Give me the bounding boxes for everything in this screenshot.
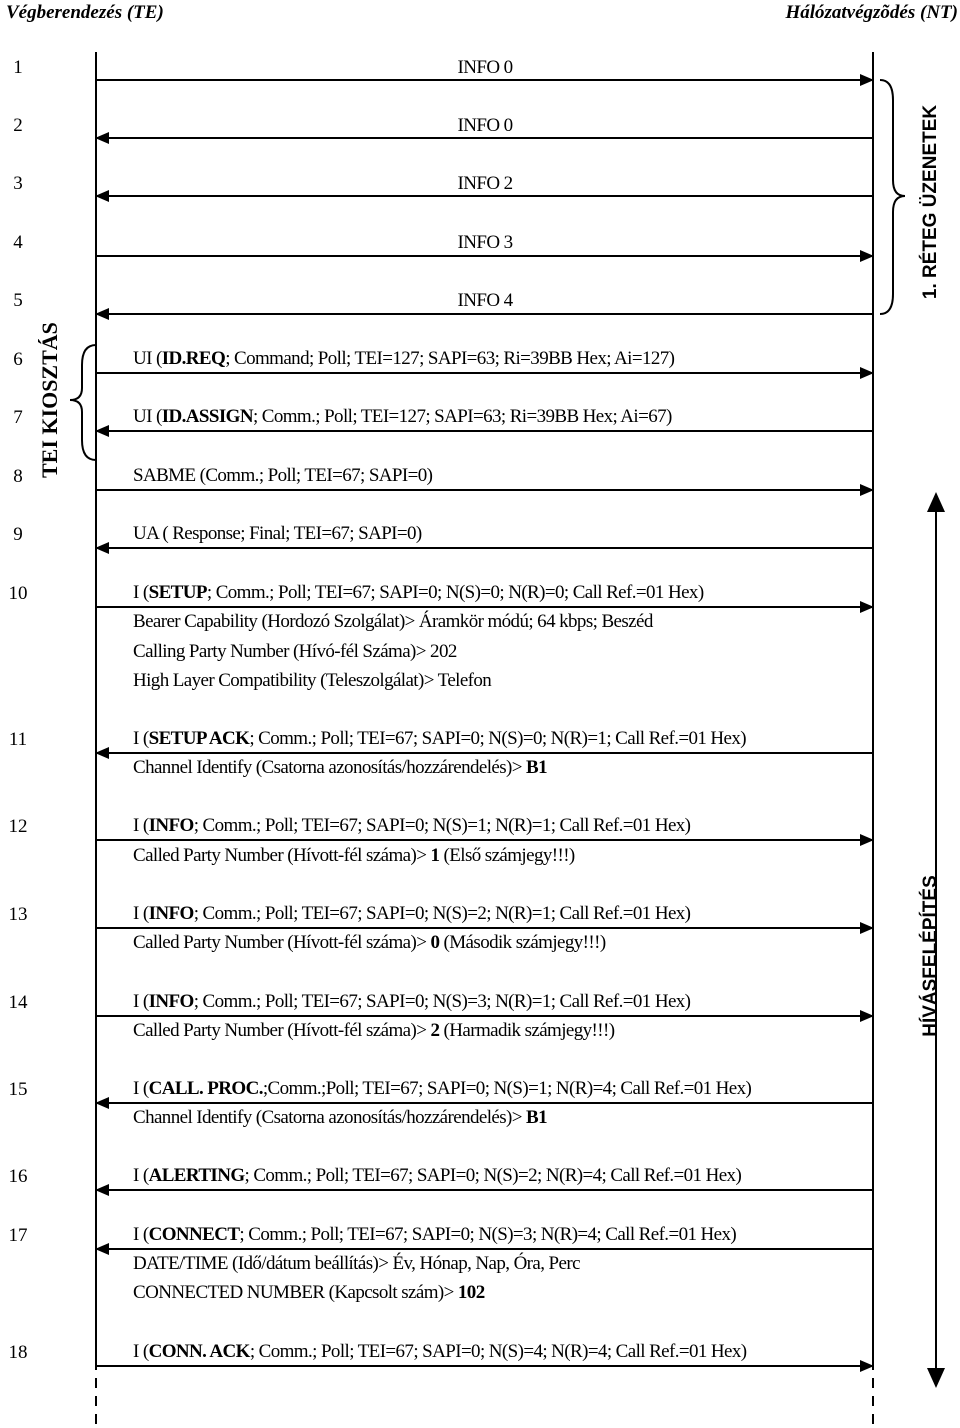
message-14: I (INFO; Comm.; Poll; TEI=67; SAPI=0; N(S)=3; N(R)=1; Call Ref.=01 Hex) <box>133 991 691 1012</box>
info-label: INFO 4 <box>457 290 513 311</box>
layer1-label: 1. RÉTEG ÜZENETEK <box>920 104 941 300</box>
row-number: 3 <box>13 173 23 194</box>
message-15: I (CALL. PROC.;Comm.;Poll; TEI=67; SAPI=0; N(S)=1; N(R)=4; Call Ref.=01 Hex) <box>133 1078 752 1099</box>
tei-brace <box>70 345 96 460</box>
row-number: 18 <box>8 1342 28 1363</box>
row-number: 4 <box>13 232 23 253</box>
tei-label: TEI KIOSZTÁS <box>37 322 62 478</box>
message-17: I (CONNECT; Comm.; Poll; TEI=67; SAPI=0; N(S)=3; N(R)=4; Call Ref.=01 Hex) <box>133 1224 737 1245</box>
row-number: 16 <box>8 1166 28 1187</box>
info-label: INFO 2 <box>457 173 513 194</box>
row-number: 12 <box>8 816 28 837</box>
nt-header: Hálózatvégzõdés (NT) <box>785 2 958 23</box>
layer1-brace <box>880 80 905 314</box>
row-number: 6 <box>13 349 23 370</box>
message-15-detail: Channel Identify (Csatorna azonosítás/hozzárendelés)> B1 <box>133 1107 547 1128</box>
message-12: I (INFO; Comm.; Poll; TEI=67; SAPI=0; N(S)=1; N(R)=1; Call Ref.=01 Hex) <box>133 815 691 836</box>
message-16: I (ALERTING; Comm.; Poll; TEI=67; SAPI=0; N(S)=2; N(R)=4; Call Ref.=01 Hex) <box>133 1165 742 1186</box>
row-number: 15 <box>8 1079 28 1100</box>
row-number: 11 <box>8 729 28 750</box>
message-7: UI (ID.ASSIGN; Comm.; Poll; TEI=127; SAPI=63; Ri=39BB Hex; Ai=67) <box>133 406 672 427</box>
message-9: UA ( Response; Final; TEI=67; SAPI=0) <box>133 523 422 544</box>
message-17-detail: CONNECTED NUMBER (Kapcsolt szám)> 102 <box>133 1282 485 1303</box>
row-number: 10 <box>8 583 28 604</box>
message-18: I (CONN. ACK; Comm.; Poll; TEI=67; SAPI=0; N(S)=4; N(R)=4; Call Ref.=01 Hex) <box>133 1341 747 1362</box>
te-header: Végberendezés (TE) <box>6 2 164 23</box>
row-number: 7 <box>13 407 23 428</box>
message-10-detail: Calling Party Number (Hívó-fél Száma)> 202 <box>133 641 457 662</box>
message-13-detail: Called Party Number (Hívott-fél száma)> 0 (Második számjegy!!!) <box>133 932 606 953</box>
row-number: 2 <box>13 115 23 136</box>
message-10-detail: High Layer Compatibility (Teleszolgálat)> Telefon <box>133 670 492 691</box>
message-6: UI (ID.REQ; Command; Poll; TEI=127; SAPI=63; Ri=39BB Hex; Ai=127) <box>133 348 675 369</box>
row-number: 13 <box>8 904 28 925</box>
row-number: 5 <box>13 290 23 311</box>
row-number: 14 <box>8 992 28 1013</box>
message-12-detail: Called Party Number (Hívott-fél száma)> 1 (Első számjegy!!!) <box>133 845 575 866</box>
info-label: INFO 0 <box>457 57 513 78</box>
row-number: 8 <box>13 466 23 487</box>
message-17-detail: DATE/TIME (Idő/dátum beállítás)> Év, Hónap, Nap, Óra, Perc <box>133 1253 580 1274</box>
info-label: INFO 0 <box>457 115 513 136</box>
row-number: 17 <box>8 1225 28 1246</box>
message-14-detail: Called Party Number (Hívott-fél száma)> 2 (Harmadik számjegy!!!) <box>133 1020 615 1041</box>
call-setup-label: HÍVÁSFELÉPÍTÉS <box>920 875 941 1037</box>
message-8: SABME (Comm.; Poll; TEI=67; SAPI=0) <box>133 465 433 486</box>
message-11: I (SETUP ACK; Comm.; Poll; TEI=67; SAPI=0; N(S)=0; N(R)=1; Call Ref.=01 Hex) <box>133 728 747 749</box>
message-10: I (SETUP; Comm.; Poll; TEI=67; SAPI=0; N(S)=0; N(R)=0; Call Ref.=01 Hex) <box>133 582 704 603</box>
row-number: 1 <box>13 57 23 78</box>
message-11-detail: Channel Identify (Csatorna azonosítás/hozzárendelés)> B1 <box>133 757 547 778</box>
message-13: I (INFO; Comm.; Poll; TEI=67; SAPI=0; N(S)=2; N(R)=1; Call Ref.=01 Hex) <box>133 903 691 924</box>
info-label: INFO 3 <box>457 232 513 253</box>
row-number: 9 <box>13 524 23 545</box>
message-10-detail: Bearer Capability (Hordozó Szolgálat)> Áramkör módú; 64 kbps; Beszéd <box>133 611 653 632</box>
